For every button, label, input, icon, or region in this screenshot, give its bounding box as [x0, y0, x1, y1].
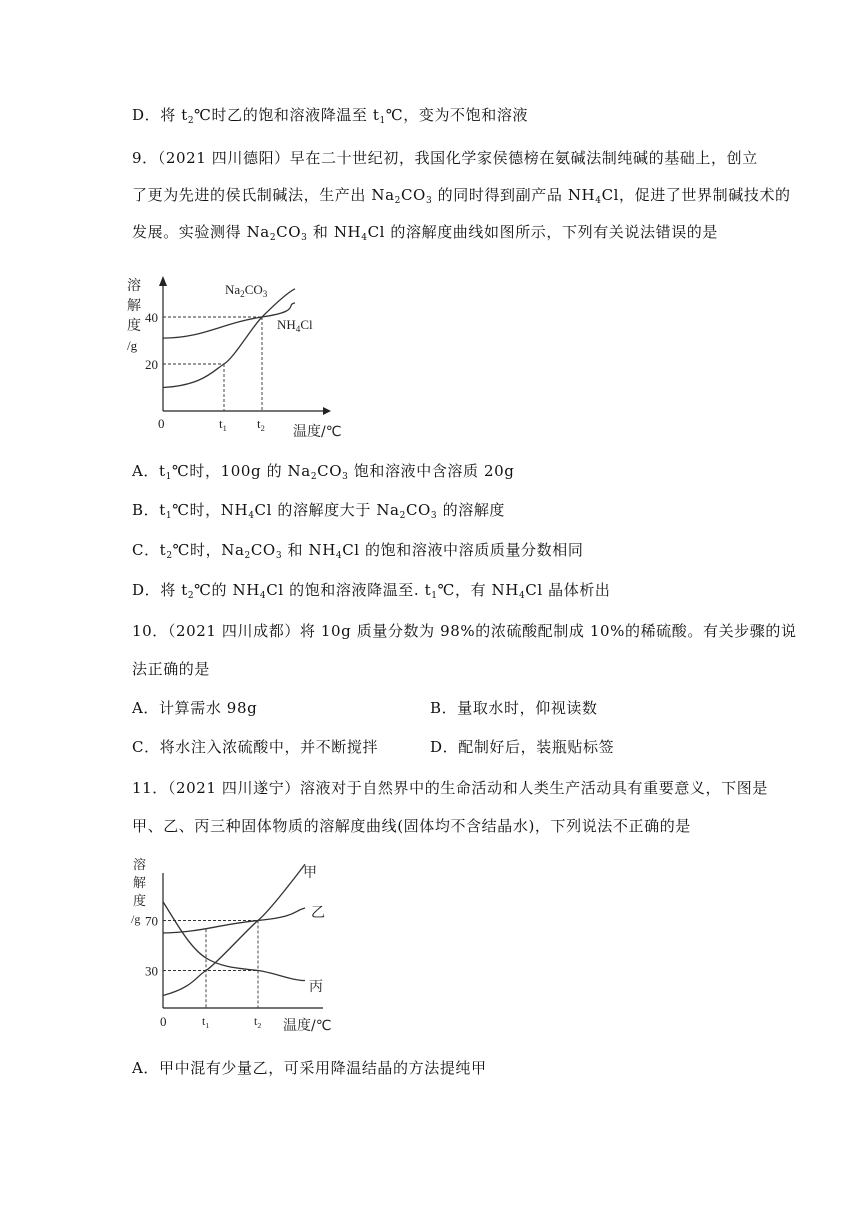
label-jia: 甲 — [303, 865, 317, 881]
q10-stem-line1: 10．（2021 四川成都）将 10g 质量分数为 98%的浓硫酸配制成 10%的稀硫酸。有关步骤的说 — [132, 622, 797, 640]
x-tick-0: 0 — [160, 1014, 167, 1029]
label-bing: 丙 — [309, 979, 323, 995]
x-axis-label: 温度/℃ — [283, 1018, 332, 1034]
y-tick-30: 30 — [145, 963, 158, 979]
q11-stem-line2: 甲、乙、丙三种固体物质的溶解度曲线(固体均不含结晶水)，下列说法不正确的是 — [132, 817, 691, 835]
q9-stem-line2: 了更为先进的侯氏制碱法，生产出 $Na_2CO_3$ 的同时得到副产品 $NH_4Cl$，促进了世界制碱技术的 — [132, 186, 791, 206]
solubility-chart-jia-yi-bing — [125, 855, 350, 1035]
x-axis-label: 温度/℃ — [293, 424, 342, 440]
x-tick-t1: $t_1$ — [202, 1014, 210, 1030]
y-axis-arrow — [159, 276, 167, 286]
x-tick-t1: $t_1$ — [219, 416, 227, 433]
q9-option-a: A．$t_1℃$时，100g 的 $Na_2CO_3$ 饱和溶液中含溶质 20g — [132, 462, 515, 482]
q10-stem-line2: 法正确的是 — [132, 660, 211, 678]
q10-option-a: A．计算需水 98g — [132, 699, 258, 717]
label-nh4cl: $NH_4Cl$ — [277, 317, 313, 334]
q11-option-a: A．甲中混有少量乙，可采用降温结晶的方法提纯甲 — [132, 1059, 487, 1077]
series-nh4cl-line — [163, 303, 295, 338]
q9-stem-line3: 发展。实验测得 $Na_2CO_3$ 和 $NH_4Cl$ 的溶解度曲线如图所示，下列有关说法错误的是 — [132, 223, 719, 243]
y-axis-label-2: 解 — [133, 876, 147, 891]
y-axis-label-4: /g — [127, 338, 138, 353]
y-tick-20: 20 — [145, 357, 158, 372]
label-na2co3: $Na_2CO_3$ — [225, 282, 268, 299]
series-bing-line — [163, 902, 305, 981]
x-tick-t2: $t_2$ — [254, 1014, 262, 1030]
q9-stem-line1: 9．（2021 四川德阳）早在二十世纪初，我国化学家侯德榜在氨碱法制纯碱的基础上，创立 — [132, 149, 758, 167]
label-yi: 乙 — [311, 905, 325, 921]
series-na2co3-line — [163, 289, 295, 388]
q10-option-d: D．配制好后，装瓶贴标签 — [430, 738, 615, 756]
solubility-chart-na2co3-nh4cl — [125, 268, 355, 443]
q10-option-c: C．将水注入浓硫酸中，并不断搅拌 — [132, 738, 379, 756]
y-axis-label-1: 溶 — [127, 278, 141, 294]
q9-option-b: B．$t_1℃$时，$NH_4Cl$ 的溶解度大于 $Na_2CO_3$ 的溶解度 — [132, 501, 506, 521]
y-tick-70: 70 — [145, 913, 158, 929]
y-axis-label-2: 解 — [127, 298, 141, 314]
q11-stem-line1: 11．（2021 四川遂宁）溶液对于自然界中的生命活动和人类生产活动具有重要意义，下图是 — [132, 779, 768, 797]
x-axis-arrow — [323, 407, 331, 415]
q10-option-b: B．量取水时，仰视读数 — [430, 699, 598, 717]
series-jia-line — [163, 864, 305, 995]
y-axis-label-3: 度 — [127, 318, 141, 334]
y-axis-label-4: /g — [131, 912, 141, 926]
x-tick-t2: $t_2$ — [257, 416, 265, 433]
q9-option-d: D．将 $t_2℃$的 $NH_4Cl$ 的饱和溶液降温至. $t_1℃$，有 $NH_4Cl$ 晶体析出 — [132, 581, 611, 601]
y-axis-label-3: 度 — [133, 894, 147, 909]
q8-option-d: D．将 $t_2℃$时乙的饱和溶液降温至 $t_1℃$，变为不饱和溶液 — [132, 106, 529, 126]
x-tick-0: 0 — [158, 416, 165, 431]
q9-option-c: C．$t_2℃$时，$Na_2CO_3$ 和 $NH_4Cl$ 的饱和溶液中溶质质量分数相同 — [132, 541, 584, 561]
y-axis-label-1: 溶 — [133, 858, 147, 873]
y-tick-40: 40 — [145, 310, 158, 325]
